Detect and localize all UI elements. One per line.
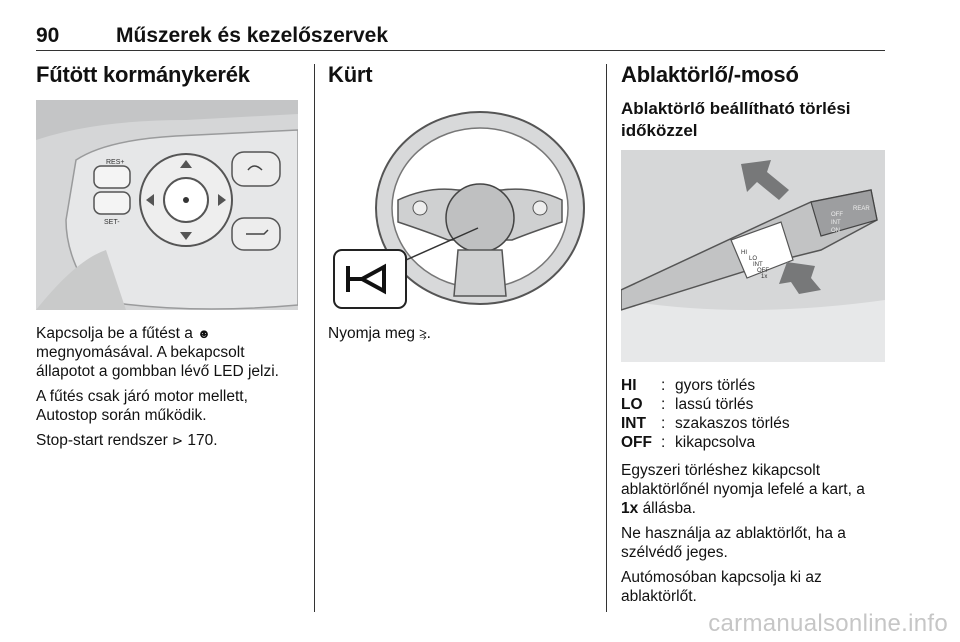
paragraph-stop-start [36,431,300,450]
term-description: szakaszos törlés [675,415,790,432]
separator: : [661,396,666,413]
wiper-setting-list [621,376,790,452]
section-heading-heated-wheel: Fűtött kormánykerék [36,62,250,87]
term-label: LO [621,396,643,413]
term-label: OFF [621,434,652,451]
figure-wiper-stalk [621,150,885,362]
label-hi: HI [741,250,747,256]
column-horn [328,62,592,88]
column-heated-wheel-text [36,324,300,450]
label-off-rear: OFF [831,212,843,218]
label-on: ON [831,228,840,234]
label-int-rear: INT [831,220,841,226]
label-1x: 1x [761,274,768,280]
page-number: 90 [36,24,60,47]
term-description: kikapcsolva [675,434,756,451]
para-text-rest: állásba. [642,500,696,517]
column-wiper-text [621,461,885,606]
paragraph-icy-windscreen: Ne használja az ablaktörlőt, ha a szélvédő jeges. [621,525,846,561]
column-horn-text [328,324,592,343]
subheading-wiper-interval: Ablaktörlő beállítható törlési időközzel [621,99,851,140]
label-set: SET- [104,219,120,226]
steering-controls-illustration [36,100,298,310]
heated-wheel-icon: ☻ [197,326,211,341]
para-text-rest: megnyomásával. A bekapcsolt állapotot a gombban lévő LED jelzi. [36,344,279,380]
running-header [36,24,885,52]
term-label: HI [621,377,637,394]
list-item [621,433,790,452]
section-heading-wiper: Ablaktörlő/-mosó [621,62,799,87]
column-wiper [621,62,885,141]
term-description: gyors törlés [675,377,756,394]
label-rear: REAR [853,206,870,212]
arrow-ref-icon: ⊳ [172,433,184,448]
label-int: INT [753,262,763,268]
page-ref: 170. [187,432,218,449]
wiper-stalk-illustration [621,150,885,362]
paragraph-heated-wheel-2: A fűtés csak járó motor mellett, Autostop során működik. [36,388,248,424]
paragraph-car-wash: Autómosóban kapcsolja ki az ablaktörlőt. [621,569,822,605]
separator: : [661,377,666,394]
horn-wheel-illustration [328,100,590,310]
list-item [621,395,790,414]
list-item [621,376,790,395]
para-text: Egyszeri törléshez kikapcsolt ablaktörlőnél nyomja lefelé a kart, a [621,462,865,498]
separator: : [661,434,666,451]
label-res: RES+ [106,159,125,166]
term-label: INT [621,415,646,432]
list-item [621,414,790,433]
column-divider-1 [314,64,315,612]
paragraph-horn: Nyomja meg ⥸. [328,325,431,342]
section-heading-horn: Kürt [328,62,373,87]
running-title: Műszerek és kezelőszervek [116,24,389,47]
separator: : [661,415,666,432]
paragraph-heated-wheel-1 [36,324,300,381]
column-heated-wheel [36,62,300,88]
label-off: OFF [757,268,769,274]
figure-horn-wheel [328,100,590,310]
figure-steering-controls [36,100,298,310]
para-text: Stop-start rendszer [36,432,168,449]
label-lo: LO [749,256,758,262]
para-text: Kapcsolja be a fűtést a [36,325,193,342]
position-label: 1x [621,500,639,517]
header-rule [36,50,885,51]
column-divider-2 [606,64,607,612]
paragraph-single-wipe [621,461,885,518]
term-description: lassú törlés [675,396,754,413]
horn-icon: ⥸ [419,326,427,341]
para-text: Nyomja meg [328,325,415,342]
watermark: carmanualsonline.info [708,610,948,637]
